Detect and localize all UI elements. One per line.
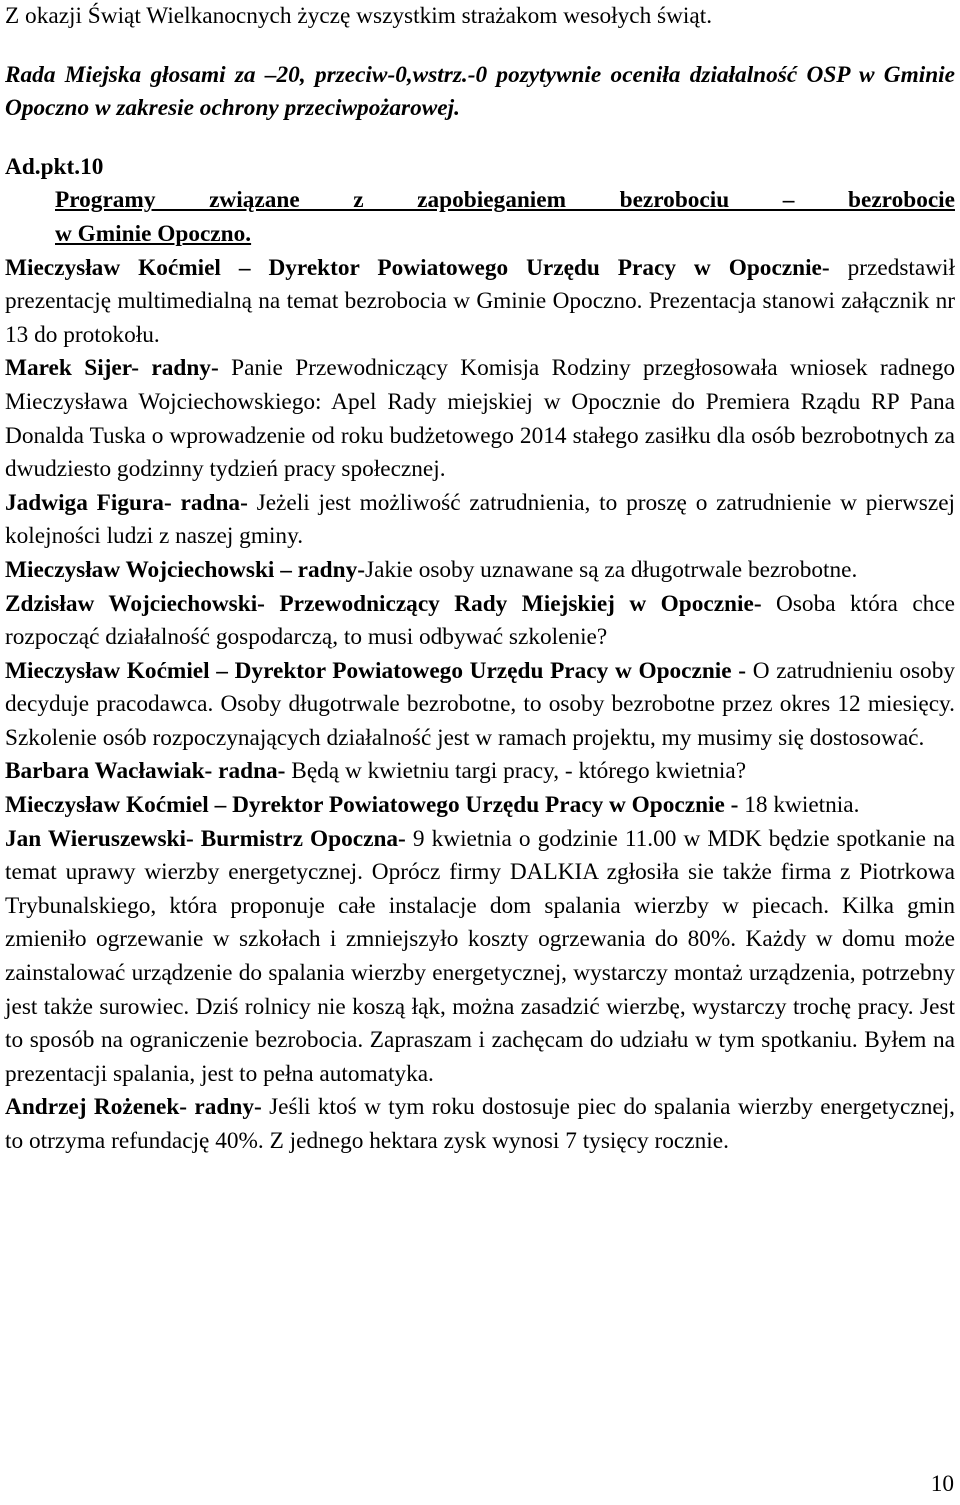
- statement-kocmiel-2: [5, 655, 955, 756]
- council-resolution: Rada Miejska głosami za –20, przeciw-0,wstrz.-0 pozytywnie oceniła działalność OSP w Gminie Opoczno w zakresie ochrony przeciwpożarowej.: [5, 61, 955, 122]
- speaker-name: Jan Wieruszewski- Burmistrz Opoczna-: [5, 825, 406, 852]
- statement-wojciechowski-z: [5, 588, 955, 655]
- statement-kocmiel-1: [5, 252, 955, 353]
- statement-kocmiel-3: [5, 789, 955, 823]
- spacer: [5, 34, 955, 59]
- greeting-line: Z okazji Świąt Wielkanocnych życzę wszystkim strażakom wesołych świąt.: [5, 3, 713, 29]
- statement-figura: [5, 487, 955, 554]
- statement-waclawiak: [5, 755, 955, 789]
- statement-wojciechowski-m: [5, 554, 955, 588]
- statement-text: Jakie osoby uznawane są za długotrwale bezrobotne.: [365, 556, 858, 583]
- statement-text: O zatrudnieniu osoby decyduje pracodawca. Osoby długotrwale bezrobotne, to osoby bezrobotne przez okres 12 miesięcy. Szkolenie osób rozpoczynających działalność jest w ramach projektu, my musimy się dostosować.: [5, 657, 955, 751]
- statement-sijer: [5, 352, 955, 486]
- statement-wieruszewski: [5, 823, 955, 1092]
- speaker-name: Barbara Wacławiak- radna-: [5, 758, 286, 785]
- statement-text: Jeżeli jest możliwość zatrudnienia, to proszę o zatrudnienie w pierwszej kolejności ludzi z naszej gminy.: [5, 489, 956, 550]
- agenda-item-heading: Ad.pkt.10: [5, 153, 104, 180]
- statement-text: Jeśli ktoś w tym roku dostosuje piec do spalania wierzby energetycznej, to otrzyma refundację 40%. Z jednego hektara zysk wynosi 7 tysięcy rocznie.: [5, 1094, 956, 1154]
- speaker-name: Andrzej Rożenek- radny-: [5, 1094, 262, 1121]
- speaker-name: Marek Sijer- radny-: [5, 355, 219, 382]
- page-number: 10: [930, 1471, 954, 1497]
- statement-text: Panie Przewodniczący Komisja Rodziny przegłosowała wniosek radnego Mieczysława Wojciechowskiego: Apel Rady miejskiej w Opocznie do Premiera Rządu RP Pana Donalda Tuska o wprowadzenie od roku budżetowego 2014 stałego zasiłku dla osób bezrobotnych za dwudziesto godzinny tydzień pracy społecznej.: [5, 355, 956, 483]
- speaker-name: Mieczysław Koćmiel – Dyrektor Powiatowego Urzędu Pracy w Opocznie-: [5, 254, 830, 281]
- statement-text: Będą w kwietniu targi pracy, - którego kwietnia?: [285, 758, 747, 785]
- speaker-name: Jadwiga Figura- radna-: [5, 489, 248, 516]
- statement-text: 18 kwietnia.: [738, 792, 860, 819]
- statement-text: 9 kwietnia o godzinie 11.00 w MDK będzie spotkanie na temat uprawy wierzby energetycznej. Oprócz firmy DALKIA zgłosiła sie także firma z Piotrkowa Trybunalskiego, która proponuje całe instalacje dom spalania wierzby w piecach. Kilka gmin zmieniło ogrzewanie w szkołach i zmniejszyło koszty ogrzewania do 80%. Każdy w domu może zainstalować urządzenie do spalania wierzby energetycznej, wystarczy montaż urządzenia, potrzebny jest także surowiec. Dziś rolnicy nie koszą łąk, można zasadzić wierzbę, wystarczy trochę pracy. Jest to sposób na ograniczenie bezrobocia. Zapraszam i zachęcam do udziału w tym spotkaniu. Byłem na prezentacji spalania, jest to pełna automatyka.: [5, 825, 955, 1087]
- speaker-name: Zdzisław Wojciechowski- Przewodniczący Rady Miejskiej w Opocznie-: [5, 590, 762, 617]
- agenda-item-title-line1: Programy związane z zapobieganiem bezrobociu – bezrobocie: [55, 187, 955, 214]
- speaker-name: Mieczysław Wojciechowski – radny-: [5, 556, 365, 583]
- speaker-name: Mieczysław Koćmiel – Dyrektor Powiatowego Urzędu Pracy w Opocznie -: [5, 792, 739, 819]
- statement-text: Osoba która chce rozpocząć działalność gospodarczą, to musi odbywać szkolenie?: [5, 590, 955, 651]
- statement-text: przedstawił prezentację multimedialną na temat bezrobocia w Gminie Opoczno. Prezentacja stanowi załącznik nr 13 do protokołu.: [5, 254, 955, 348]
- agenda-item-title-line2: w Gminie Opoczno.: [55, 220, 252, 247]
- statement-rozenek: [5, 1091, 955, 1158]
- speaker-name: Mieczysław Koćmiel – Dyrektor Powiatowego Urzędu Pracy w Opocznie -: [5, 657, 747, 684]
- spacer: [5, 126, 955, 151]
